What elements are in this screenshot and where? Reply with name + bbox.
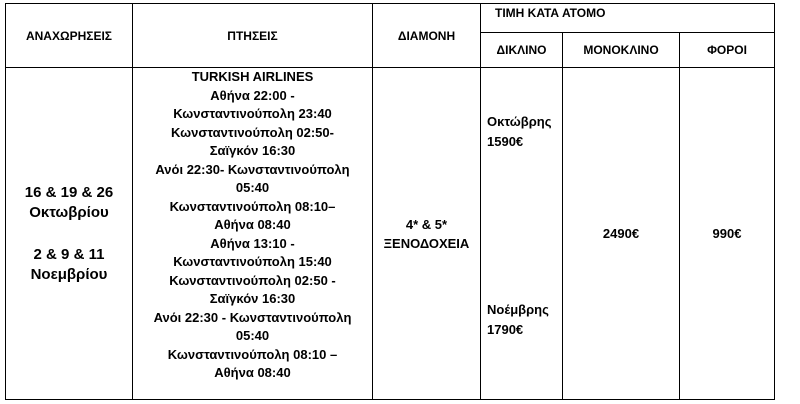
header-flights: ΠΤΗΣΕΙΣ [133,4,373,68]
flight-line: Ανόι 22:30 - Κωνσταντινούπολη [153,309,352,325]
header-price-per-person: ΤΙΜΗ ΚΑΤΑ ΑΤΟΜΟ [481,4,775,33]
november-month: Νοεμβρίου [30,265,108,283]
flight-line: Αθήνα 08:40 [214,217,291,232]
flight-line: Κωνσταντινούπολη 02:50 - [169,272,336,288]
november-label: Νοέμβρης [487,302,549,317]
header-single: ΜΟΝΟΚΛΙΝΟ [563,33,680,68]
header-departures: ΑΝΑΧΩΡΗΣΕΙΣ [6,4,133,68]
header-double: ΔΙΚΛΙΝΟ [481,33,563,68]
flight-line: Κωνσταντινούπολη 08:10– [169,198,336,214]
header-taxes: ΦΟΡΟΙ [680,33,775,68]
flight-line: Κωνσταντινούπολη 15:40 [173,254,332,269]
accommodation-cell [373,68,481,400]
flight-line: Κωνσταντινούπολη 02:50- [171,124,334,140]
single-room-price: 2490€ [563,68,680,400]
tour-price-table [5,3,775,400]
flight-line: 05:40 [235,180,270,195]
flight-line: Αθήνα 22:00 - [210,87,295,103]
header-row [6,4,775,33]
flight-line: 05:40 [235,328,270,343]
flight-line: Αθήνα 13:10 - [210,235,295,251]
table-row [6,68,775,400]
october-dates: 16 & 19 & 26 [24,183,114,201]
flight-line: Κωνσταντινούπολη 08:10 – [167,346,338,362]
october-month: Οκτωβρίου [29,203,109,221]
flight-line: Ανόι 22:30- Κωνσταντινούπολη [155,161,350,177]
flight-line: Αθήνα 08:40 [214,365,291,380]
hotel-type: ΞΕΝΟΔΟΧΕΙΑ [383,235,470,251]
october-double-price: 1590€ [487,134,524,149]
double-room-cell [481,68,563,400]
departure-dates-cell [6,68,133,400]
flight-line: Σαϊγκόν 16:30 [209,143,296,158]
flight-line: Σαϊγκόν 16:30 [209,291,296,306]
hotel-stars: 4* & 5* [405,216,448,232]
flight-line: Κωνσταντινούπολη 23:40 [173,106,332,121]
taxes-price: 990€ [680,68,775,400]
airline-name: TURKISH AIRLINES [191,69,314,84]
header-accommodation: ΔΙΑΜΟΝΗ [373,4,481,68]
november-double-price: 1790€ [487,322,524,337]
november-dates: 2 & 9 & 11 [33,245,105,263]
flights-cell [133,68,373,400]
october-label: Οκτώβρης [487,114,552,129]
